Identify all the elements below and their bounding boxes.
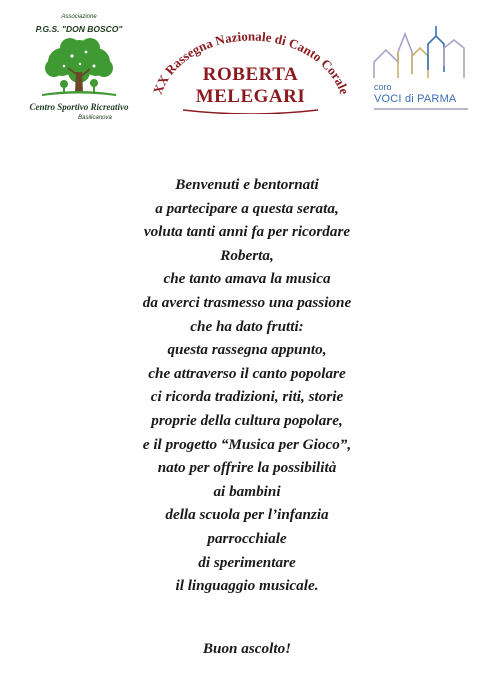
logo-associazione-label: Associazione: [61, 14, 97, 20]
tree-icon: [34, 36, 124, 98]
poem-line: Benvenuti e bentornati: [175, 176, 319, 193]
coro-label: coro: [374, 82, 392, 92]
welcome-poem: [0, 173, 494, 598]
voci-di-parma-label: VOCI di PARMA: [374, 93, 457, 105]
poem-line: proprie della cultura popolare,: [151, 411, 343, 429]
swoosh-line: [183, 110, 318, 114]
pgs-don-bosco-logo: [20, 14, 138, 124]
poem-line: che tanto amava la musica: [163, 270, 331, 288]
poem-line: da averci trasmesso una passione: [142, 293, 352, 311]
poem-line: che attraverso il canto popolare: [148, 364, 346, 382]
poem-line: ci ricorda tradizioni, riti, storie: [150, 388, 344, 406]
voci-di-parma-logo: [372, 22, 472, 122]
rassegna-logo: [143, 14, 358, 114]
poem-line: a partecipare a questa serata,: [155, 199, 339, 217]
closing-line: Buon ascolto!: [202, 640, 292, 657]
rassegna-arc-text: XX Rassegna Nazionale di Canto Corale: [149, 28, 353, 97]
poem-line: e il progetto “Musica per Gioco”,: [142, 435, 352, 453]
logo-underline: [374, 108, 468, 110]
poem-line: Roberta,: [220, 246, 274, 264]
poem-line: nato per offrire la possibilità: [157, 459, 337, 477]
logo-first-name: ROBERTA: [202, 64, 299, 85]
city-skyline-icon: [372, 22, 472, 82]
poem-line: che ha dato frutti:: [190, 317, 304, 335]
poem-line: parrocchiale: [207, 529, 287, 547]
poem-line: della scuola per l’infanzia: [165, 506, 329, 524]
poem-line: voluta tanti anni fa per ricordare: [143, 223, 351, 241]
logo-pgs-name: P.G.S. "DON BOSCO": [35, 24, 123, 34]
poem-line: questa rassegna appunto,: [167, 341, 327, 359]
poem-line: ai bambini: [213, 482, 281, 500]
logo-location-label: Basilicanova: [78, 115, 112, 121]
logo-last-name: MELEGARI: [195, 86, 306, 107]
logo-centro-sportivo-label: Centro Sportivo Ricreativo: [29, 102, 129, 112]
poem-line: di sperimentare: [198, 553, 296, 571]
poem-line: il linguaggio musicale.: [175, 577, 319, 595]
